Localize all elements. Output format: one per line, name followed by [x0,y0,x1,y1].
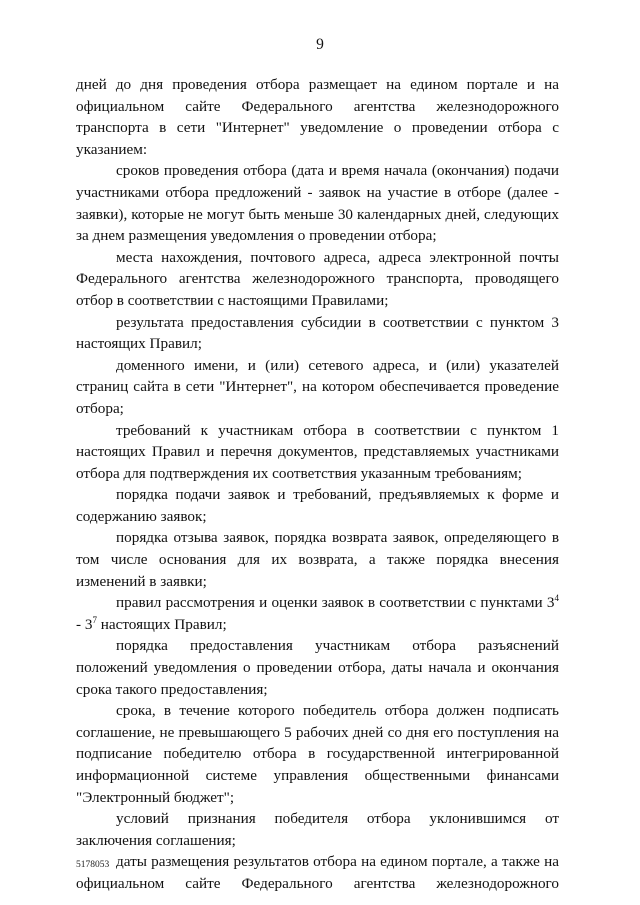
list-item: требований к участникам отбора в соответствии с пунктом 1 настоящих Правил и перечня документов, представляемых участниками отбора для подтверждения их соответствия указанным требованиям; [76,421,559,482]
pointer-dash: - [76,615,85,633]
list-item: порядка предоставления участникам отбора разъяснений положений уведомления о проведении отбора, даты начала и окончания срока такого предоставления; [76,637,559,698]
list-item: доменного имени, и (или) сетевого адреса, и (или) указателей страниц сайта в сети "Интернет", на котором обеспечивается проведение отбора; [76,356,559,417]
document-code: 5178053 [76,860,110,870]
list-item: срока, в течение которого победитель отбора должен подписать соглашение, не превышающего 5 рабочих дней со дня его поступления на подписание победителю отбора в государственной интегрированной информационной системе управления общественными финансами "Электронный бюджет"; [76,702,559,806]
list-item: места нахождения, почтового адреса, адреса электронной почты Федерального агентства железнодорожного транспорта, проводящего отбор в соответствии с настоящими Правилами; [76,248,559,309]
list-item: сроков проведения отбора (дата и время начала (окончания) подачи участниками отбора предложений - заявок на участие в отборе (далее - заявки), которые не могут быть меньше 30 календарных дней, следующих за днем размещения уведомления о проведении отбора; [76,162,559,245]
list-item [76,592,559,635]
pointer-to: 3 [84,615,93,633]
list-item: порядка отзыва заявок, порядка возврата заявок, определяющего в том числе основания для их возврата, а также порядка внесения изменений в заявки; [76,529,559,590]
page-number: 9 [316,36,324,53]
paragraph: дней до дня проведения отбора размещает на едином портале и на официальном сайте Федерального агентства железнодорожного транспорта в сети "Интернет" уведомление о проведении отбора с указанием: [76,76,559,158]
pointer-tail: настоящих Правил; [96,615,227,633]
document-body [76,74,559,895]
pointer-from: 3 [546,594,555,612]
list-item: даты размещения результатов отбора на едином портале, а также на официальном сайте Федерального агентства железнодорожного [76,853,559,892]
list-item-text: правил рассмотрения и оценки заявок в соответствии с пунктами [116,594,543,612]
list-item: порядка подачи заявок и требований, предъявляемых к форме и содержанию заявок; [76,486,559,525]
pointer-from-sup: 4 [554,593,560,604]
list-item: условий признания победителя отбора уклонившимся от заключения соглашения; [76,810,559,849]
pointer-to-sup: 7 [92,614,97,625]
list-item: результата предоставления субсидии в соответствии с пунктом 3 настоящих Правил; [76,313,559,353]
